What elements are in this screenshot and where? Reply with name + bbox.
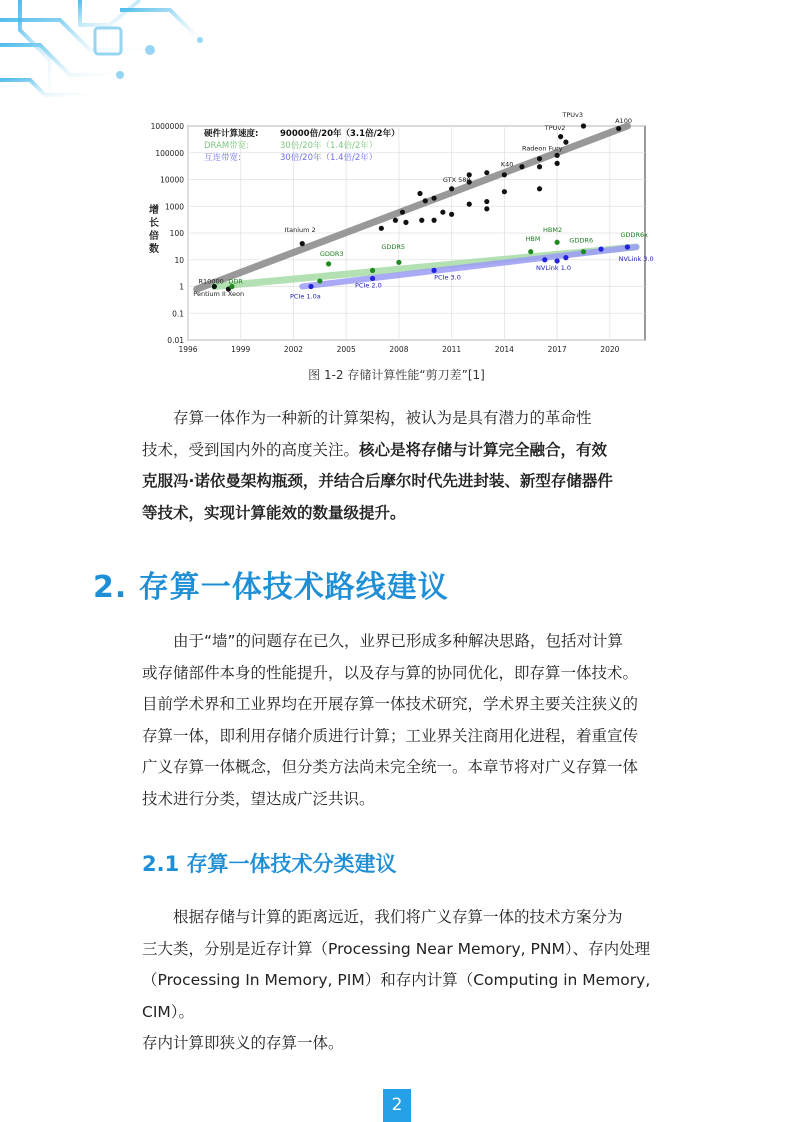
data-point <box>555 161 560 166</box>
x-tick-label: 2014 <box>494 345 514 354</box>
y-tick-label: 1000 <box>164 202 184 212</box>
section-2-paragraph <box>142 626 657 815</box>
x-tick-label: 2008 <box>389 345 409 354</box>
point-annotation: R10000 <box>198 277 224 286</box>
data-point <box>393 218 398 223</box>
s2-line-4: 存算一体，即利用存储介质进行计算；工业界关注商用化进程，着重宣传 <box>142 726 639 745</box>
data-point <box>502 172 507 177</box>
point-annotation: HBM2 <box>543 225 563 234</box>
point-annotation: GTX 580 <box>442 176 471 185</box>
data-point <box>449 212 454 217</box>
point-annotation: GDDR3 <box>319 249 344 258</box>
y-tick-label: 1 <box>179 282 184 292</box>
y-axis-label-char: 长 <box>149 218 159 229</box>
x-tick-label: 2002 <box>283 345 304 354</box>
s2-line-1: 由于“墙”的问题存在已久，业界已形成多种解决思路，包括对计算 <box>173 632 624 650</box>
data-point <box>419 218 424 223</box>
data-point <box>625 244 630 249</box>
x-tick-label: 2011 <box>442 345 462 354</box>
intro-line-2-bold: 核心是将存储与计算完全融合，有效 <box>359 440 608 459</box>
data-point <box>528 249 533 254</box>
s21-line-3: （Processing In Memory, PIM）和存内计算（Computing in Memory, CIM）。 <box>142 971 651 1021</box>
data-point <box>431 218 436 223</box>
legend-label: 互连带宽: <box>204 153 241 163</box>
s21-line-1: 根据存储与计算的距离远近，我们将广义存算一体的技术方案分为 <box>173 908 623 926</box>
data-point <box>317 278 322 283</box>
s2-line-6: 技术进行分类，望达成广泛共识。 <box>142 789 375 808</box>
figure-caption: 图 1-2 存储计算性能“剪刀差”[1] <box>308 368 485 382</box>
data-point <box>598 247 603 252</box>
s21-line-2: 三大类，分别是近存计算（Processing Near Memory, PNM）、存内处理 <box>142 939 651 958</box>
point-annotation: GDDR5 <box>381 243 406 252</box>
y-tick-label: 0.1 <box>172 309 184 319</box>
intro-line-2-plain: 技术，受到国内外的高度关注。 <box>142 440 360 459</box>
data-point <box>403 220 408 225</box>
y-axis-label-char: 增 <box>149 205 159 216</box>
data-point <box>555 240 560 245</box>
intro-line-2 <box>142 435 657 467</box>
point-annotation: DDR <box>228 277 243 286</box>
point-annotation: GDDR6 <box>569 236 594 245</box>
x-tick-label: 1996 <box>178 345 198 354</box>
data-point <box>537 164 542 169</box>
data-point <box>537 186 542 191</box>
point-annotation: Radeon Fury <box>521 144 563 153</box>
data-point <box>502 189 507 194</box>
data-point <box>396 260 401 265</box>
y-tick-label: 100000 <box>155 148 184 158</box>
point-annotation: PCIe 1.0a <box>289 292 321 301</box>
data-point <box>300 241 305 246</box>
legend-label: 硬件计算速度: <box>204 129 259 139</box>
s2-line-5: 广义存算一体概念，但分类方法尚未完全统一。本章节将对广义存算一体 <box>142 758 639 776</box>
legend-label: DRAM带宽: <box>204 141 250 151</box>
point-annotation: NVLink 3.0 <box>618 254 654 263</box>
intro-paragraph <box>142 403 657 529</box>
data-point <box>616 126 621 131</box>
point-annotation: NVLink 1.0 <box>536 263 572 272</box>
data-point <box>555 153 560 158</box>
data-point <box>467 202 472 207</box>
point-annotation: Pentium II Xeon <box>193 289 245 298</box>
data-point <box>449 186 454 191</box>
data-point <box>431 268 436 273</box>
x-tick-label: 2020 <box>600 345 620 354</box>
data-point <box>484 206 489 211</box>
data-point <box>484 170 489 175</box>
data-point <box>431 196 436 201</box>
data-point <box>326 261 331 266</box>
chart-svg <box>140 110 655 363</box>
data-point <box>379 226 384 231</box>
section-2-1-paragraph <box>142 902 657 1060</box>
y-axis-label-char: 数 <box>149 244 159 255</box>
data-point <box>484 199 489 204</box>
point-annotation: HBM <box>525 235 541 244</box>
s2-line-2: 或存储部件本身的性能提升，以及存与算的协同优化，即存算一体技术。 <box>142 663 639 682</box>
y-axis-label-char: 倍 <box>149 231 159 242</box>
section-2-1-heading: 2.1 存算一体技术分类建议 <box>142 852 397 876</box>
intro-line-3: 克服冯·诺依曼架构瓶颈，并结合后摩尔时代先进封装、新型存储器件 <box>142 472 613 490</box>
intro-line-4: 等技术，实现计算能效的数量级提升。 <box>142 503 406 522</box>
y-tick-label: 10 <box>174 255 184 265</box>
performance-scissors-chart <box>140 110 655 363</box>
data-point <box>370 276 375 281</box>
s21-line-4: 存内计算即狭义的存算一体。 <box>142 1034 344 1052</box>
point-annotation: PCIe 3.0 <box>434 273 461 282</box>
point-annotation: A100 <box>615 116 632 125</box>
data-point <box>537 156 542 161</box>
point-annotation: TPUv3 <box>562 110 584 119</box>
x-tick-label: 1999 <box>231 345 251 354</box>
data-point <box>581 123 586 128</box>
x-tick-label: 2005 <box>336 345 356 354</box>
point-annotation: PCIe 2.0 <box>354 281 382 290</box>
data-point <box>423 198 428 203</box>
y-tick-label: 10000 <box>160 175 184 185</box>
point-annotation: TPUv2 <box>544 124 566 133</box>
data-point <box>581 249 586 254</box>
data-point <box>542 257 547 262</box>
y-tick-label: 0.01 <box>167 336 184 345</box>
point-annotation: GDDR6x <box>620 231 648 240</box>
intro-line-1: 存算一体作为一种新的计算架构，被认为是具有潜力的革命性 <box>173 409 592 427</box>
point-annotation: Itanium 2 <box>284 225 316 234</box>
data-point <box>400 210 405 215</box>
legend-value: 30倍/20年（1.4倍/2年） <box>280 141 378 151</box>
data-point <box>563 140 568 145</box>
y-tick-label: 100 <box>169 229 184 238</box>
x-tick-label: 2017 <box>547 345 567 354</box>
data-point <box>308 284 313 289</box>
y-tick-label: 1000000 <box>150 122 184 131</box>
circuit-decoration <box>0 0 230 110</box>
page-number: 2 <box>383 1089 411 1122</box>
data-point <box>519 164 524 169</box>
s2-line-3: 目前学术界和工业界均在开展存算一体技术研究，学术界主要关注狭义的 <box>142 695 639 713</box>
section-2-heading: 2. 存算一体技术路线建议 <box>93 570 449 605</box>
data-point <box>555 258 560 263</box>
point-annotation: K40 <box>500 160 514 169</box>
legend-value: 30倍/20年（1.4倍/2年） <box>280 153 378 163</box>
data-point <box>440 210 445 215</box>
legend-value: 90000倍/20年（3.1倍/2年） <box>280 129 400 139</box>
data-point <box>558 134 563 139</box>
data-point <box>563 255 568 260</box>
data-point <box>370 268 375 273</box>
data-point <box>417 191 422 196</box>
